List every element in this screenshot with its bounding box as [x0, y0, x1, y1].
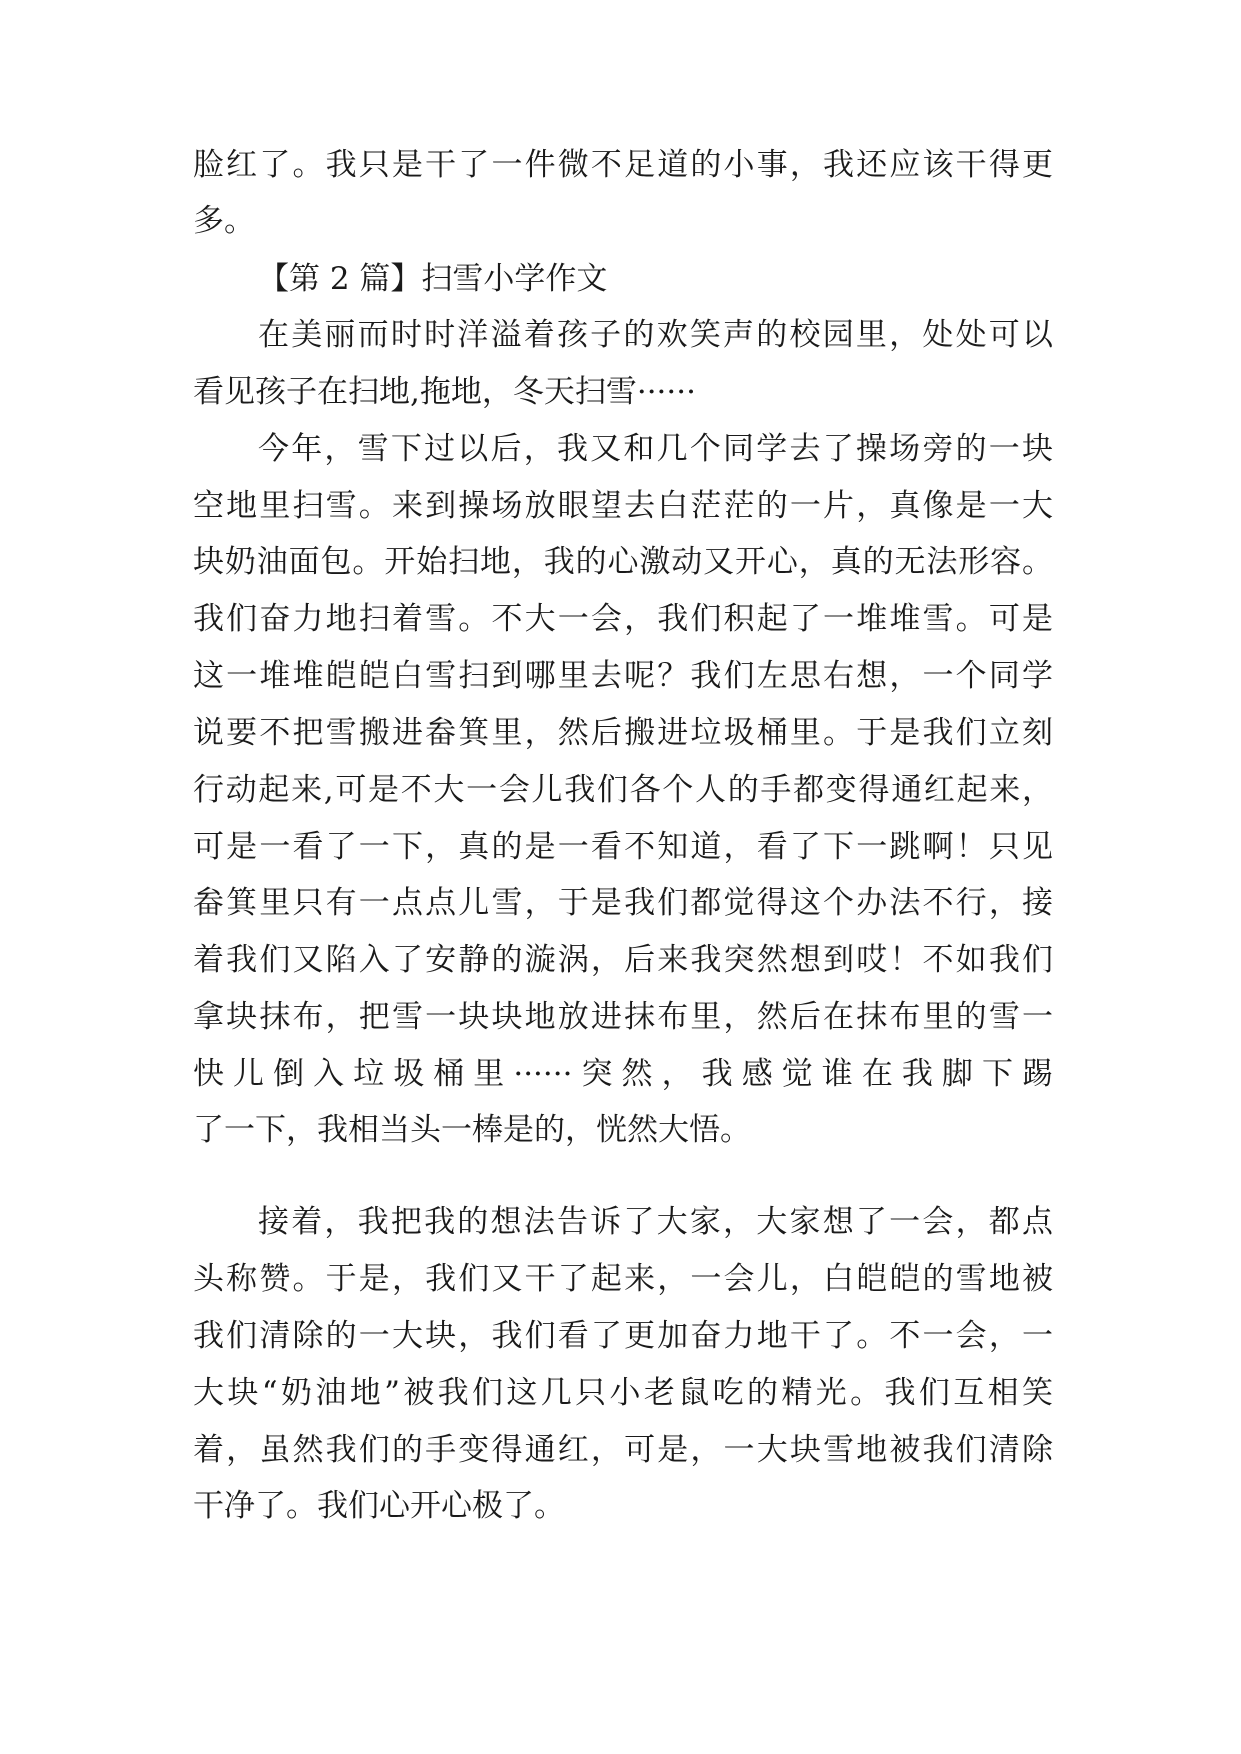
text-line: 多。: [193, 203, 255, 239]
text-line: 畚箕里只有一点点儿雪，于是我们都觉得这个办法不行，接: [193, 885, 1053, 921]
text-line: 这一堆堆皑皑白雪扫到哪里去呢？我们左思右想，一个同学: [193, 658, 1053, 694]
text-line: 可是一看了一下，真的是一看不知道，看了下一跳啊！只见: [193, 829, 1053, 865]
text-line: 空地里扫雪。来到操场放眼望去白茫茫的一片，真像是一大: [193, 488, 1053, 524]
text-line: 大块“奶油地”被我们这几只小老鼠吃的精光。我们互相笑: [193, 1375, 1053, 1411]
text-line: 了一下，我相当头一棒是的，恍然大悟。: [193, 1112, 751, 1148]
text-line: 接着，我把我的想法告诉了大家，大家想了一会，都点: [258, 1204, 1053, 1240]
text-line: 行动起来,可是不大一会儿我们各个人的手都变得通红起来，: [193, 772, 1053, 808]
text-line: 干净了。我们心开心极了。: [193, 1488, 565, 1524]
section-heading: 【第 2 篇】扫雪小学作文: [258, 261, 608, 297]
text-line: 块奶油面包。开始扫地，我的心激动又开心，真的无法形容。: [193, 544, 1053, 580]
text-line: 今年，雪下过以后，我又和几个同学去了操场旁的一块: [258, 431, 1053, 467]
text-line: 看见孩子在扫地,拖地，冬天扫雪······: [193, 374, 696, 410]
text-line: 着，虽然我们的手变得通红，可是，一大块雪地被我们清除: [193, 1432, 1053, 1468]
text-line: 脸红了。我只是干了一件微不足道的小事，我还应该干得更: [193, 147, 1053, 183]
text-line: 说要不把雪搬进畚箕里，然后搬进垃圾桶里。于是我们立刻: [193, 715, 1053, 751]
text-line: 拿块抹布，把雪一块块地放进抹布里，然后在抹布里的雪一: [193, 999, 1053, 1035]
text-line: 头称赞。于是，我们又干了起来，一会儿，白皑皑的雪地被: [193, 1261, 1053, 1297]
text-line: 着我们又陷入了安静的漩涡，后来我突然想到哎！不如我们: [193, 942, 1053, 978]
text-line: 在美丽而时时洋溢着孩子的欢笑声的校园里，处处可以: [258, 317, 1053, 353]
text-line: 我们清除的一大块，我们看了更加奋力地干了。不一会，一: [193, 1318, 1053, 1354]
text-line: 快儿倒入垃圾桶里······突然，我感觉谁在我脚下踢: [193, 1056, 1053, 1092]
text-line: 我们奋力地扫着雪。不大一会，我们积起了一堆堆雪。可是: [193, 601, 1053, 637]
